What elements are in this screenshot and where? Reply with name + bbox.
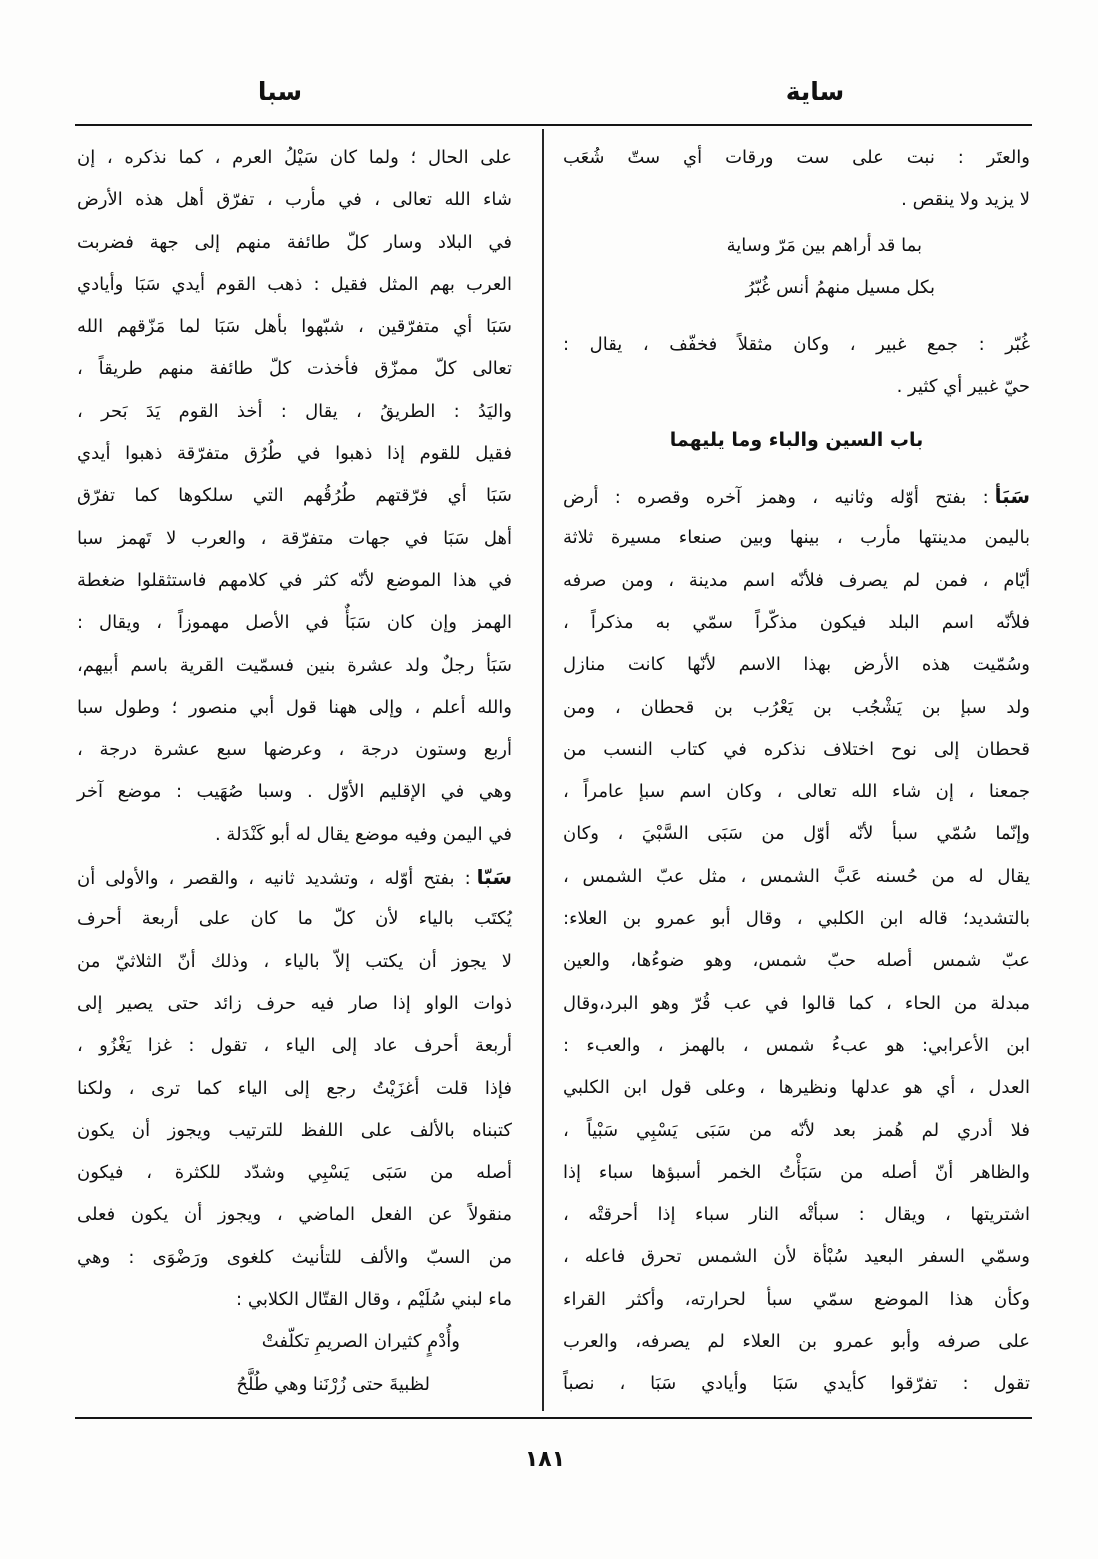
entry-headword: سَبَأ	[994, 484, 1030, 509]
continuation-line: وهي في الإقليم الأوّل . وسبا صُهَيب : موضع آخر	[77, 781, 512, 803]
entry-line: لا يجوز أن يكتب إلاّ بالياء ، وذلك أنّ الثلاثيّ من	[77, 950, 512, 972]
continuation-line: في اليمن وفيه موضع يقال له أبو كَنْدَلة .	[214, 823, 512, 845]
column-divider	[542, 129, 544, 1411]
entry-line-text: : بفتح أوّله وثانيه ، وهمز آخره وقصره : أرض	[563, 487, 989, 509]
right-column	[563, 137, 1030, 1406]
entry-line: قحطان إلى نوح اختلاف نذكره في كتاب النسب من	[563, 738, 1030, 760]
entry-line: ذوات الواو إذا صار فيه حرف زائد حتى يصير إلى	[77, 992, 512, 1014]
entry-line: العدل ، أي هو عدلها ونظيرها ، وعلى قول ابن الكلبي	[563, 1077, 1030, 1099]
continuation-line: أربع وستون درجة ، وعرضها سبع عشرة درجة ،	[77, 739, 512, 761]
entry-line: مبدلة من الحاء ، كما قالوا في عب قُرّ وهو البرد،وقال	[563, 992, 1030, 1014]
entry-line: أيّام ، فمن لم يصرف فلأنّه اسم مدينة ، ومن صرفه	[563, 569, 1030, 591]
entry-line: وإنّما سُمّي سبأ لأنّه أوّل من سَبَى السَّبْيَ ، وكان	[563, 823, 1030, 845]
entry-line: أصله من سَبَى يَسْبِي وشدّد للكثرة ، فيكون	[77, 1162, 512, 1184]
entry-line: ابن الأعرابي: هو عبءُ شمس ، بالهمز ، والعبء :	[563, 1034, 1030, 1056]
entry-line: منقولاً عن الفعل الماضي ، ويجوز أن يكون فعلى	[77, 1204, 512, 1226]
entry-line: من السبّ والألف للتأنيث كلغوى ورَضْوَى : وهي	[77, 1246, 512, 1268]
entry-line: على صرفه وأبو عمرو بن العلاء لم يصرفه، والعرب	[563, 1331, 1030, 1353]
continuation-line: العرب بهم المثل فقيل : ذهب القوم أيدي سَبَا وأيادي	[77, 273, 512, 295]
page-number: ١٨١	[524, 1447, 566, 1472]
entry-line: تقول : تفرّقوا كأيدي سَبَا وأيادي سَبَا ، نصباً	[563, 1373, 1030, 1395]
entry-line: باليمن مدينتها مأرب ، بينها وبين صنعاء مسيرة ثلاثة	[563, 527, 1030, 549]
continuation-line: فقيل للقوم إذا ذهبوا في طُرُق متفرّقة ذهبوا أيدي	[77, 443, 512, 465]
entry-line: وسمّي السفر البعيد سُبْأة لأن الشمس تحرق فاعله ،	[563, 1246, 1030, 1268]
entry-line: والظاهر أنّ أصله من سَبَأْتُ الخمر أسبؤها سباء إذا	[563, 1161, 1030, 1183]
entry-line: يقال له من حُسنه عَبَّ الشمس ، مثل عبّ الشمس ،	[563, 865, 1030, 887]
entry-line: فلا أدري لم هُمز بعد لأنّه من سَبَى يَسْبِي سَبْياً ،	[563, 1119, 1030, 1141]
verse-line: وأُدْمٍ كثيران الصريمِ تكلّفتْ	[261, 1331, 460, 1353]
entry-line: ولد سبإ بن يَشْجُب بن يَعْرُب بن قحطان ، ومن	[563, 696, 1030, 718]
verse-line: لظبيةَ حتى زُرْنَنا وهي طُلَّحُ	[236, 1373, 430, 1395]
continuation-line: في البلاد وسار كلّ طائفة منهم إلى جهة فضربت	[77, 231, 512, 253]
entry-line-text: : بفتح أوّله ، وتشديد ثانيه ، والقصر ، والأولى أن	[77, 868, 471, 890]
entry-line: ماء لبني سُلَيْم ، وقال القتّال الكلابي :	[236, 1289, 512, 1311]
continuation-line: سَبَا أي فرّقتهم طُرُقُهم التي سلكوها كما تفرّق	[77, 485, 512, 507]
continuation-line: أهل سَبَا في جهات متفرّقة ، والعرب لا تَهمز سبا	[77, 527, 512, 549]
entry-line: فلأنّه اسم البلد فيكون مذكّراً سمّي به مذكراً ،	[563, 611, 1030, 633]
entry-line: وسُمّيت هذه الأرض بهذا الاسم لأنّها كانت منازل	[563, 654, 1030, 676]
entry-first-line	[563, 475, 1030, 517]
continuation-line: سَبَأ رجلٌ ولد عشرة بنين فسمّيت القرية باسم أبيهم،	[77, 654, 512, 676]
entry-line: أربعة أحرف عاد إلى الياء ، تقول : غزا يَغْزُو ،	[77, 1035, 512, 1057]
entry-headword: سَبّا	[476, 865, 512, 890]
continuation-line: في هذا الموضع لأنّه كثر في كلامهم فاستثقلوا ضغطة	[77, 569, 512, 591]
text-line: لا يزيد ولا ينقص .	[901, 189, 1030, 211]
header-rule	[75, 124, 1032, 126]
continuation-line: على الحال ؛ ولما كان سَيْلُ العرم ، كما نذكره ، إن	[77, 147, 512, 168]
entry-line: كتبناه بالألف على اللفظ للترتيب ويجوز أن يكون	[77, 1119, 512, 1141]
entry-line: اشتريتها ، ويقال : سبأتْه النار سباء إذا أحرقتْه ،	[563, 1204, 1030, 1226]
entry-line: عبّ شمس أصله حبّ شمس، وهو ضوءُها، والعين	[563, 950, 1030, 972]
entry-line: جمعنا ، إن شاء الله تعالى ، وكان اسم سبإ عامراً ،	[563, 781, 1030, 803]
text-line: والعتَر : نبت على ست ورقات أي ستّ شُعَب	[563, 147, 1030, 168]
verse-line: بما قد أراهم بين مَرّ وساية	[726, 234, 922, 256]
continuation-line: الهمز وإن كان سَبَأٌ في الأصل مهموزاً ، ويقال :	[77, 612, 512, 634]
continuation-line: والله أعلم ، وإلى ههنا قول أبي منصور ؛ وطول سبا	[77, 696, 512, 718]
left-column	[77, 137, 512, 1406]
running-head-right: ساية	[785, 77, 845, 106]
section-heading: باب السين والباء وما يليهما	[669, 428, 924, 451]
entry-line: وكأن هذا الموضع سمّي سبأ لحرارته، وأكثر القراء	[563, 1288, 1030, 1310]
gloss-line: حيّ غبير أي كثير .	[896, 376, 1030, 398]
running-head-left: سبا	[257, 77, 303, 106]
verse-line: بكل مسيل منهمُ أنس غُبّرُ	[745, 276, 935, 298]
entry-line: يُكتَب بالياء لأن كلّ ما كان على أربعة أحرف	[77, 908, 512, 930]
continuation-line: تعالى كلّ ممزّق فأخذت كلّ طائفة منهم طريقاً ،	[77, 358, 512, 380]
gloss-line: غُبّر : جمع غبير ، وكان مثقلاً فخفّف ، يقال :	[563, 334, 1030, 356]
continuation-line: سَبَا أي متفرّقين ، شبّهوا بأهل سَبَا لما مَزّقهم الله	[77, 316, 512, 338]
entry-line: بالتشديد؛ قاله ابن الكلبي ، وقال أبو عمرو بن العلاء:	[563, 908, 1030, 930]
entry-line: فإذا قلت أغزَيْتُ رجع إلى الياء كما ترى ، ولكنا	[77, 1077, 512, 1099]
footer-rule	[75, 1417, 1032, 1419]
continuation-line: شاء الله تعالى ، في مأرب ، تفرّق أهل هذه الأرض	[77, 189, 512, 211]
entry-first-line	[77, 856, 512, 898]
continuation-line: واليَدُ : الطريقُ ، يقال : أخذ القوم يَدَ بَحر ،	[77, 400, 512, 422]
